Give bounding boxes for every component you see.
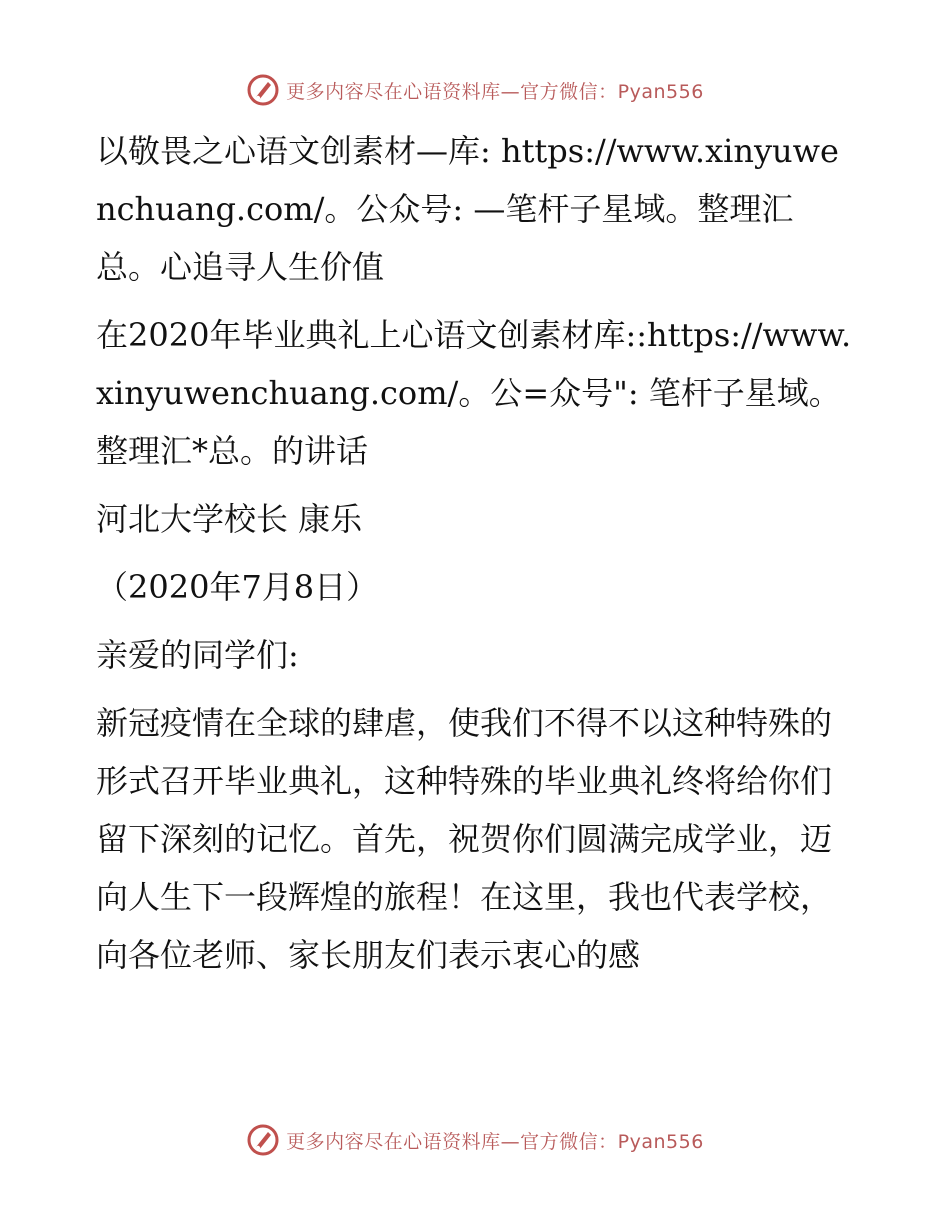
paragraph-title-line-2: 在2020年毕业典礼上心语文创素材库::https://www.xinyuwenchuang.com/。公=众号": 笔杆子星域。整理汇*总。的讲话 xyxy=(96,316,852,470)
paragraph-date: （2020年7月8日） xyxy=(96,568,379,606)
paragraph-body: 新冠疫情在全球的肆虐，使我们不得不以这种特殊的形式召开毕业典礼，这种特殊的毕业典礼终将给你们留下深刻的记忆。首先，祝贺你们圆满完成学业，迈向人生下一段辉煌的旅程！在这里，我也代表学校，向各位老师、家长朋友们表示衷心的感 xyxy=(96,704,833,974)
paragraph-title-line-1: 以敬畏之心语文创素材—库: https://www.xinyuwenchuang.com/。公众号: —笔杆子星域。整理汇总。心追寻人生价值 xyxy=(96,132,839,286)
document-body xyxy=(96,122,856,994)
paragraph-salutation: 亲爱的同学们: xyxy=(96,636,299,674)
footer-watermark xyxy=(0,1120,950,1160)
pen-nib-circle-icon xyxy=(246,1123,280,1157)
watermark-text: 更多内容尽在心语资料库—官方微信：Pyan556 xyxy=(286,1130,704,1153)
paragraph-author: 河北大学校长 康乐 xyxy=(96,500,363,538)
watermark-text: 更多内容尽在心语资料库—官方微信：Pyan556 xyxy=(286,80,704,103)
pen-nib-circle-icon xyxy=(246,73,280,107)
header-watermark xyxy=(0,70,950,110)
